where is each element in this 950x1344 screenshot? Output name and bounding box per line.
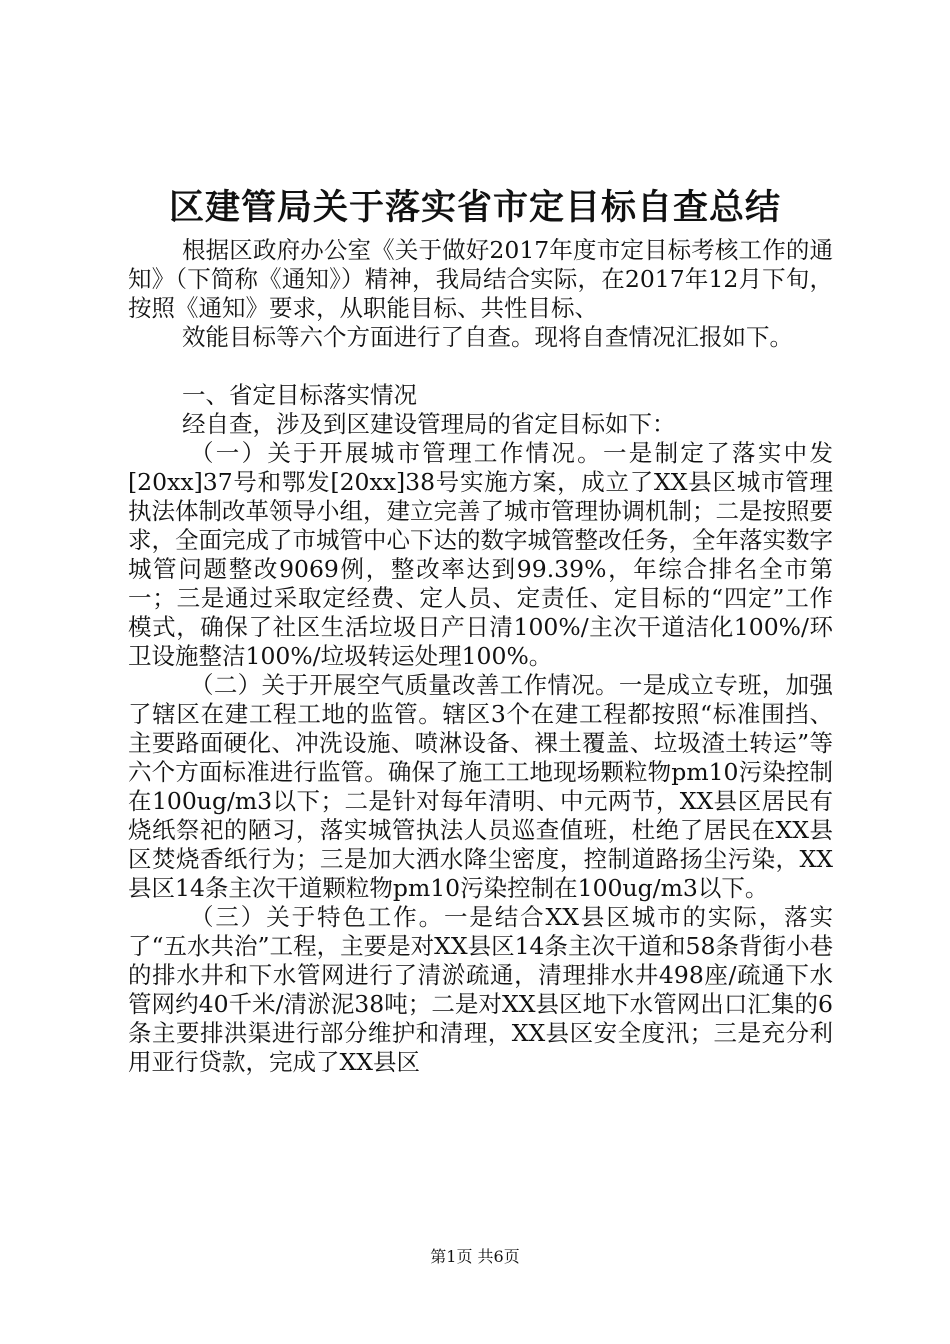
section-heading: 一、省定目标落实情况: [182, 381, 417, 409]
intro-paragraph-continued: 效能目标等六个方面进行了自查。现将自查情况汇报如下。: [182, 323, 793, 351]
document-title: 区建管局关于落实省市定目标自查总结: [168, 187, 781, 228]
paragraph-spacer: [128, 352, 833, 381]
item-one-paragraph: （一）关于开展城市管理工作情况。一是制定了落实中发[20xx]37号和鄂发[20xx]38号实施方案，成立了XX县区城市管理执法体制改革领导小组，建立完善了城市管理协调机制；二是按照要求，全面完成了市城管中心下达的数字城管整改任务，全年落实数字城管问题整改9069例，整改率达到99.39%，年综合排名全市第一；三是通过采取定经费、定人员、定责任、定目标的“四定”工作模式，确保了社区生活垃圾日产日清100%/主次干道洁化100%/环卫设施整洁100%/垃圾转运处理100%。: [128, 439, 833, 670]
item-three-paragraph: （三）关于特色工作。一是结合XX县区城市的实际，落实了“五水共治”工程，主要是对XX县区14条主次干道和58条背街小巷的排水井和下水管网进行了清淤疏通，清理排水井498座/疏通下水管网约40千米/清淤泥38吨；二是对XX县区地下水管网出口汇集的6条主要排洪渠进行部分维护和清理，XX县区安全度汛；三是充分利用亚行贷款，完成了XX县区: [128, 903, 833, 1076]
page-footer: 第1页 共6页: [430, 1247, 520, 1266]
document-body: [128, 236, 833, 1077]
item-two-paragraph: （二）关于开展空气质量改善工作情况。一是成立专班，加强了辖区在建工程工地的监管。辖区3个在建工程都按照“标准围挡、主要路面硬化、冲洗设施、喷淋设备、裸土覆盖、垃圾渣土转运”等六个方面标准进行监管。确保了施工工地现场颗粒物pm10污染控制在100ug/m3以下；二是针对每年清明、中元两节，XX县区居民有烧纸祭祀的陋习，落实城管执法人员巡查值班，杜绝了居民在XX县区焚烧香纸行为；三是加大洒水降尘密度，控制道路扬尘污染，XX县区14条主次干道颗粒物pm10污染控制在100ug/m3以下。: [128, 671, 833, 902]
intro-paragraph: 根据区政府办公室《关于做好2017年度市定目标考核工作的通知》（下简称《通知》）精神，我局结合实际，在2017年12月下旬，按照《通知》要求，从职能目标、共性目标、: [128, 236, 833, 322]
section-intro: 经自查，涉及到区建设管理局的省定目标如下：: [182, 410, 676, 438]
